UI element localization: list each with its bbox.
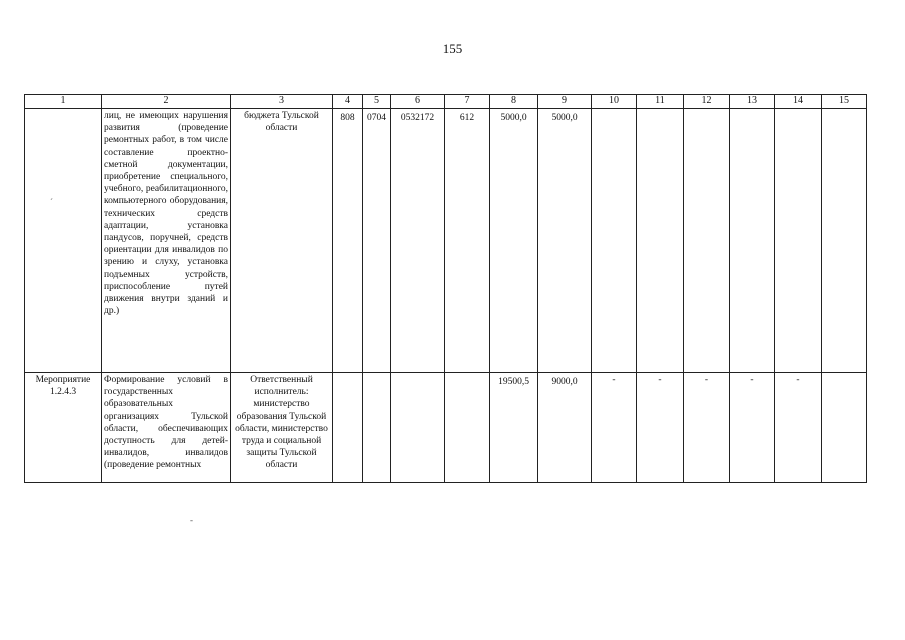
section-cell [363, 373, 391, 483]
expense-type-cell: 612 [445, 109, 490, 373]
header-cell: 4 [333, 95, 363, 109]
value-cell-10: - [592, 373, 637, 483]
source-cell: Ответственный исполнитель: министерство образования Тульской области, министерство труда и социальной защиты Тульской области [231, 373, 333, 483]
scan-mark: ´ [50, 197, 53, 207]
scan-mark: - [190, 515, 193, 525]
header-cell: 10 [592, 95, 637, 109]
grbs-cell: 808 [333, 109, 363, 373]
header-cell: 9 [538, 95, 592, 109]
expense-type-cell [445, 373, 490, 483]
value-cell-10 [592, 109, 637, 373]
value-cell-15 [822, 109, 867, 373]
activity-cell [25, 109, 102, 373]
description-cell: лиц, не имеющих нарушения развития (проведение ремонтных работ, в том числе составление проектно-сметной документации, приобретение специального, учебного, реабилитационного, компьютерного оборудования, технических средств адаптации, установка пандусов, поручней, средств ориентации для инвалидов по зрению и слуху, установка подъемных устройств, приспособление путей движения внутри зданий и др.) [102, 109, 231, 373]
header-cell: 6 [391, 95, 445, 109]
activity-cell: Мероприятие 1.2.4.3 [25, 373, 102, 483]
table-row [25, 109, 867, 373]
value-cell-15 [822, 373, 867, 483]
target-article-cell: 0532172 [391, 109, 445, 373]
value-cell-9: 5000,0 [538, 109, 592, 373]
value-cell-13 [730, 109, 775, 373]
header-cell: 15 [822, 95, 867, 109]
header-cell: 1 [25, 95, 102, 109]
value-cell-11: - [637, 373, 684, 483]
value-cell-9: 9000,0 [538, 373, 592, 483]
value-cell-12 [684, 109, 730, 373]
header-cell: 8 [490, 95, 538, 109]
header-cell: 3 [231, 95, 333, 109]
value-cell-12: - [684, 373, 730, 483]
value-cell-13: - [730, 373, 775, 483]
header-row [25, 95, 867, 109]
header-cell: 13 [730, 95, 775, 109]
source-cell: бюджета Тульской области [231, 109, 333, 373]
header-cell: 12 [684, 95, 730, 109]
value-cell-11 [637, 109, 684, 373]
value-cell-14 [775, 109, 822, 373]
value-cell-14: - [775, 373, 822, 483]
table-row [25, 373, 867, 483]
page-number: 155 [442, 41, 463, 56]
header-cell: 14 [775, 95, 822, 109]
section-cell: 0704 [363, 109, 391, 373]
header-cell: 11 [637, 95, 684, 109]
header-cell: 5 [363, 95, 391, 109]
header-cell: 7 [445, 95, 490, 109]
target-article-cell [391, 373, 445, 483]
value-cell-8: 5000,0 [490, 109, 538, 373]
description-cell: Формирование условий в государственных образовательных организациях Тульской области, обеспечивающих доступность для детей-инвалидов, инвалидов (проведение ремонтных [102, 373, 231, 483]
grbs-cell [333, 373, 363, 483]
header-cell: 2 [102, 95, 231, 109]
value-cell-8: 19500,5 [490, 373, 538, 483]
program-table [24, 94, 867, 483]
